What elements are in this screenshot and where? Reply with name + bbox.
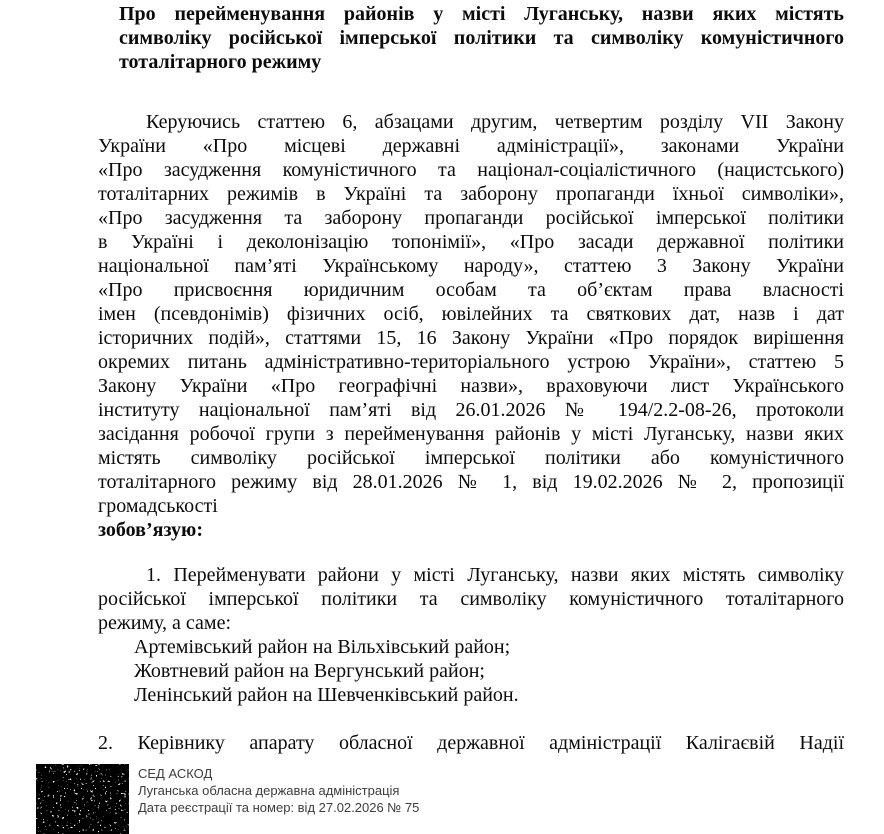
item-1-line: російської імперської політики та символіку комуністичного тоталітарного [98,588,844,610]
preamble-line: Закону України «Про географічні назви», враховуючи лист Українського [98,375,844,397]
preamble-line: інституту національної пам’яті від 26.01.2026 № 194/2.2-08-26, протоколи [98,399,844,421]
title-line: Про перейменування районів у місті Луганську, назви яких містять [119,3,844,25]
preamble-line: тоталітарного режиму від 28.01.2026 № 1, від 19.02.2026 № 2, пропозиції [98,471,844,493]
preamble-line: містять символіку російської імперської політики або комуністичного [98,447,844,469]
document-title [119,2,844,74]
preamble-line: імен (псевдонімів) фізичних осіб, ювілейних та святкових дат, назв і дат [98,303,844,325]
preamble-line: громадськості [98,495,218,517]
stamp-organization: Луганська обласна державна адміністрація [138,783,400,798]
title-line: тоталітарного режиму [119,51,322,73]
stamp-registration: Дата реєстрації та номер: від 27.02.2026 № 75 [138,800,420,815]
preamble-line: тоталітарних режимів в Україні та заборону пропаганди їхньої символіки», [98,183,844,205]
rename-line: Жовтневий район на Вергунський район; [134,660,485,682]
registration-stamp [36,764,419,834]
item-1-line: режиму, а саме: [98,612,232,634]
item-2-paragraph [98,731,844,755]
preamble-line: України «Про місцеві державні адміністрації», законами України [98,135,844,157]
stamp-system-name: СЕД АСКОД [138,766,213,781]
obligation-line: зобов’язую: [98,519,203,541]
preamble-line: національної пам’яті Українському народу», статтею 3 Закону України [98,255,844,277]
preamble-line: в Україні і деколонізацію топонімії», «Про засади державної політики [98,231,844,253]
rename-line: Артемівський район на Вільхівський район; [134,636,511,658]
item-1-line: 1. Перейменувати райони у місті Луганську, назви яких містять символіку [146,564,844,586]
rename-line: Ленінський район на Шевченківський район. [134,684,519,706]
qr-code-image [36,764,129,834]
preamble-line: Керуючись статтею 6, абзацами другим, четвертим розділу VII Закону [146,111,844,133]
item-2-line: 2. Керівнику апарату обласної державної адміністрації Калігаєвій Надії [98,732,844,754]
preamble-line: історичних подій», статтями 15, 16 Закону України «Про порядок вирішення [98,327,844,349]
preamble-line: «Про засудження комуністичного та націонал-соціалістичного (нацистського) [98,159,844,181]
stamp-text-block [138,764,419,816]
preamble-line: «Про присвоєння юридичним особам та об’єктам права власності [98,279,844,301]
preamble-line: «Про засудження та заборону пропаганди російської імперської політики [98,207,844,229]
preamble-paragraph [98,110,844,542]
preamble-line: засідання робочої групи з перейменування районів у місті Луганську, назви яких [98,423,844,445]
title-line: символіку російської імперської політики та символіку комуністичного [119,27,844,49]
item-1-paragraph [98,563,844,707]
preamble-line: окремих питань адміністративно-територіального устрою України», статтею 5 [98,351,844,373]
